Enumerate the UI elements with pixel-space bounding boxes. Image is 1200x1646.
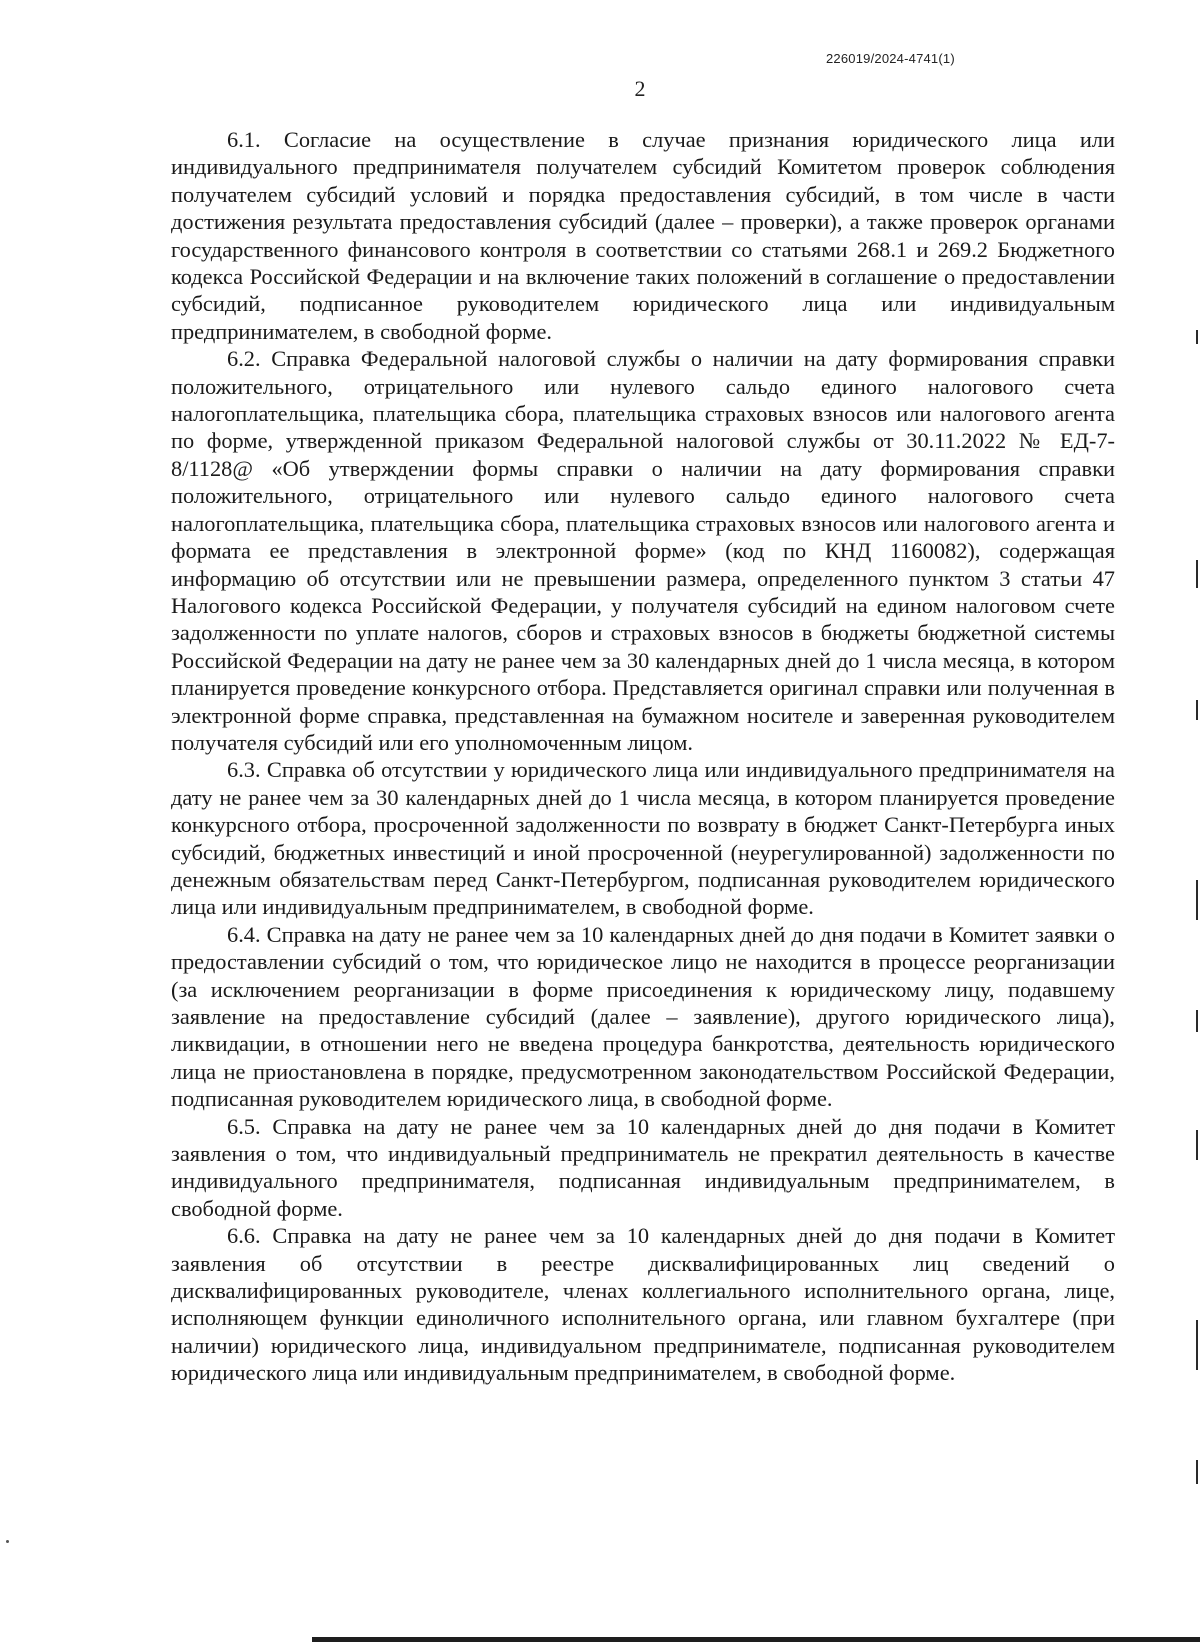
scan-edge-mark: [1196, 1320, 1198, 1370]
paragraph-6-2: 6.2. Справка Федеральной налоговой службы о наличии на дату формирования справки положительного, отрицательного или нулевого сальдо единого налогового счета налогоплательщика, плательщика сбора, плательщика страховых взносов или налогового агента по форме, утвержденной приказом Федеральной налоговой службы от 30.11.2022 № ЕД-7-8/1128@ «Об утверждении формы справки о наличии на дату формирования справки положительного, отрицательного или нулевого сальдо единого налогового счета налогоплательщика, плательщика сбора, плательщика страховых взносов или налогового агента и формата ее представления в электронной форме» (код по КНД 1160082), содержащая информацию об отсутствии или не превышении размера, определенного пунктом 3 статьи 47 Налогового кодекса Российской Федерации, у получателя субсидий на едином налоговом счете задолженности по уплате налогов, сборов и страховых взносов в бюджеты бюджетной системы Российской Федерации на дату не ранее чем за 30 календарных дней до 1 числа месяца, в котором планируется проведение конкурсного отбора. Представляется оригинал справки или полученная в электронной форме справка, представленная на бумажном носителе и заверенная руководителем получателя субсидий или его уполномоченным лицом.: [171, 346, 1115, 755]
page-number: 2: [634, 76, 646, 101]
scan-edge-mark: [1196, 1460, 1198, 1484]
paragraph-6-4: 6.4. Справка на дату не ранее чем за 10 календарных дней до дня подачи в Комитет заявки о предоставлении субсидий о том, что юридическое лицо не находится в процессе реорганизации (за исключением реорганизации в форме присоединения к юридическому лицу, подавшему заявление на предоставление субсидий (далее – заявление), другого юридического лица), ликвидации, в отношении него не введена процедура банкротства, деятельность юридического лица не приостановлена в порядке, предусмотренном законодательством Российской Федерации, подписанная руководителем юридического лица, в свободной форме.: [171, 921, 1115, 1112]
scan-edge-mark: [1196, 560, 1198, 588]
scan-edge-mark: [1196, 700, 1198, 720]
document-registration-number: 226019/2024-4741(1): [826, 51, 955, 66]
paragraph-6-1: 6.1. Согласие на осуществление в случае признания юридического лица или индивидуального предпринимателя получателем субсидий Комитетом проверок соблюдения получателем субсидий условий и порядка предоставления субсидий, в том числе в части достижения результата предоставления субсидий (далее – проверки), а также проверок органами государственного финансового контроля в соответствии со статьями 268.1 и 269.2 Бюджетного кодекса Российской Федерации и на включение таких положений в соглашение о предоставлении субсидий, подписанное руководителем юридического лица или индивидуальным предпринимателем, в свободной форме.: [171, 127, 1115, 344]
scan-dot: [6, 1540, 9, 1543]
paragraph-6-3: 6.3. Справка об отсутствии у юридического лица или индивидуального предпринимателя на дату не ранее чем за 30 календарных дней до 1 числа месяца, в котором планируется проведение конкурсного отбора, просроченной задолженности по возврату в бюджет Санкт-Петербурга иных субсидий, бюджетных инвестиций и иной просроченной (неурегулированной) задолженности по денежным обязательствам перед Санкт-Петербургом, подписанная руководителем юридического лица или индивидуальным предпринимателем, в свободной форме.: [171, 757, 1115, 920]
document-body: [171, 126, 1115, 1387]
paragraph-6-6: 6.6. Справка на дату не ранее чем за 10 календарных дней до дня подачи в Комитет заявления об отсутствии в реестре дисквалифицированных лиц сведений о дисквалифицированных руководителе, членах коллегиального исполнительного органа, лице, исполняющем функции единоличного исполнительного органа, или главном бухгалтере (при наличии) юридического лица, индивидуальном предпринимателе, подписанная руководителем юридического лица или индивидуальным предпринимателем, в свободной форме.: [171, 1223, 1115, 1386]
scan-edge-mark: [1196, 1130, 1198, 1160]
paragraph-6-5: 6.5. Справка на дату не ранее чем за 10 календарных дней до дня подачи в Комитет заявления о том, что индивидуальный предприниматель не прекратил деятельность в качестве индивидуального предпринимателя, подписанная индивидуальным предпринимателем, в свободной форме.: [171, 1113, 1115, 1221]
scan-bottom-edge: [312, 1637, 1200, 1642]
scan-edge-mark: [1196, 1010, 1198, 1032]
scan-edge-mark: [1196, 880, 1198, 920]
scan-edge-mark: [1196, 330, 1198, 344]
